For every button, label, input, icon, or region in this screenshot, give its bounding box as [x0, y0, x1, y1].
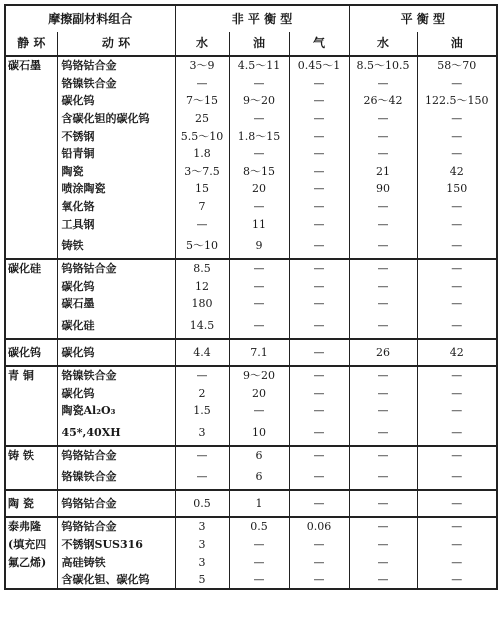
gas-cell: — [289, 384, 349, 402]
gas-cell: — [289, 339, 349, 366]
water-cell: 2 [175, 384, 229, 402]
gas-cell: — [289, 553, 349, 571]
gas-cell: — [289, 536, 349, 554]
dynamic-ring-cell: 陶瓷Al₂O₃ [57, 402, 175, 420]
oil-balanced-cell: — [417, 233, 497, 259]
table-row [5, 295, 497, 313]
static-ring-cell [5, 163, 57, 181]
static-ring-cell: 青 铜 [5, 366, 57, 385]
dynamic-ring-cell: 铸铁 [57, 233, 175, 259]
gas-cell: — [289, 92, 349, 110]
static-ring-cell [5, 215, 57, 233]
dynamic-ring-cell: 钨铬钴合金 [57, 490, 175, 517]
water-balanced-cell: 8.5～10.5 [349, 56, 417, 75]
water-cell: 1.8 [175, 145, 229, 163]
water-cell: — [175, 366, 229, 385]
water-balanced-cell: 90 [349, 180, 417, 198]
dynamic-ring-cell: 钨铬钴合金 [57, 259, 175, 278]
oil-balanced-cell: — [417, 553, 497, 571]
water-cell: 12 [175, 278, 229, 296]
dynamic-ring-cell: 铬镍铁合金 [57, 366, 175, 385]
static-ring-cell [5, 278, 57, 296]
water-balanced-cell: — [349, 215, 417, 233]
oil-cell: — [229, 313, 289, 339]
gas-cell: — [289, 233, 349, 259]
dynamic-ring-cell: 碳化钨 [57, 92, 175, 110]
gas-cell: — [289, 366, 349, 385]
oil-balanced-cell: 150 [417, 180, 497, 198]
oil-balanced-cell: — [417, 446, 497, 465]
water-cell: 0.5 [175, 490, 229, 517]
dynamic-ring-cell: 碳化钨 [57, 278, 175, 296]
water-balanced-cell: — [349, 490, 417, 517]
table-row [5, 56, 497, 75]
gas-cell: — [289, 571, 349, 590]
water-cell: 8.5 [175, 259, 229, 278]
water-balanced-cell: — [349, 145, 417, 163]
dynamic-ring-cell: 含碳化钽的碳化钨 [57, 110, 175, 128]
dynamic-ring-cell: 喷涂陶瓷 [57, 180, 175, 198]
water-cell: 3 [175, 420, 229, 446]
friction-pair-table [4, 4, 498, 590]
water-cell: 14.5 [175, 313, 229, 339]
oil-cell: — [229, 295, 289, 313]
header-row-top [5, 5, 497, 32]
table-row [5, 366, 497, 385]
oil-balanced-cell: — [417, 75, 497, 93]
gas-cell: — [289, 163, 349, 181]
water-cell: 5.5～10 [175, 127, 229, 145]
oil-balanced-cell: — [417, 420, 497, 446]
table-row [5, 490, 497, 517]
static-ring-cell: 氟乙烯) [8, 555, 47, 569]
oil-cell: — [229, 198, 289, 216]
table-row [5, 402, 497, 420]
dynamic-ring-cell: 碳石墨 [57, 295, 175, 313]
oil-cell: 9～20 [229, 366, 289, 385]
static-ring-cell [5, 402, 57, 420]
water-balanced-cell: — [349, 198, 417, 216]
water-balanced-cell: 26～42 [349, 92, 417, 110]
table-row [5, 75, 497, 93]
oil-cell: 20 [229, 384, 289, 402]
dynamic-ring-cell: 钨铬钴合金 [57, 56, 175, 75]
static-ring-cell: 碳化钨 [5, 339, 57, 366]
water-balanced-cell: — [349, 553, 417, 571]
header-oil-balanced: 油 [417, 32, 497, 56]
table-row [5, 215, 497, 233]
oil-balanced-cell: 42 [417, 163, 497, 181]
table-row [5, 339, 497, 366]
water-cell: 3～7.5 [175, 163, 229, 181]
static-ring-cell [5, 571, 57, 590]
water-cell: 3 [175, 517, 229, 536]
static-ring-cell [5, 92, 57, 110]
static-ring-cell [5, 198, 57, 216]
water-cell: 7 [175, 198, 229, 216]
oil-cell: — [229, 536, 289, 554]
water-cell: 180 [175, 295, 229, 313]
oil-balanced-cell: — [417, 295, 497, 313]
water-cell: 3～9 [175, 56, 229, 75]
gas-cell: — [289, 110, 349, 128]
gas-cell: — [289, 490, 349, 517]
static-ring-cell [5, 75, 57, 93]
oil-balanced-cell: — [417, 215, 497, 233]
static-ring-cell [5, 110, 57, 128]
oil-cell: 1.8～15 [229, 127, 289, 145]
static-ring-cell [5, 127, 57, 145]
gas-cell: 0.45～1 [289, 56, 349, 75]
static-ring-cell: 碳石墨 [8, 59, 41, 73]
dynamic-ring-cell: 铬镍铁合金 [57, 464, 175, 490]
oil-balanced-cell: 122.5～150 [417, 92, 497, 110]
header-row-sub [5, 32, 497, 56]
gas-cell: — [289, 198, 349, 216]
table-row [5, 145, 497, 163]
oil-cell: 0.5 [229, 517, 289, 536]
water-balanced-cell: — [349, 384, 417, 402]
oil-cell: 20 [229, 180, 289, 198]
water-balanced-cell: — [349, 313, 417, 339]
oil-cell: 9～20 [229, 92, 289, 110]
static-ring-cell [5, 464, 57, 490]
oil-balanced-cell: — [417, 536, 497, 554]
dynamic-ring-cell: 钨铬钴合金 [57, 446, 175, 465]
oil-balanced-cell: — [417, 278, 497, 296]
oil-cell: 9 [229, 233, 289, 259]
oil-balanced-cell: — [417, 490, 497, 517]
table-row [5, 384, 497, 402]
water-cell: 3 [175, 536, 229, 554]
header-water: 水 [175, 32, 229, 56]
water-balanced-cell: — [349, 110, 417, 128]
oil-balanced-cell: — [417, 366, 497, 385]
water-cell: 4.4 [175, 339, 229, 366]
table-row [5, 517, 497, 536]
water-balanced-cell: — [349, 295, 417, 313]
oil-balanced-cell: 58～70 [417, 56, 497, 75]
water-balanced-cell: — [349, 233, 417, 259]
header-dynamic-ring: 动 环 [57, 32, 175, 56]
table-row [5, 233, 497, 259]
water-cell: — [175, 75, 229, 93]
static-ring-cell [5, 145, 57, 163]
oil-cell: — [229, 145, 289, 163]
water-balanced-cell: — [349, 420, 417, 446]
gas-cell: — [289, 75, 349, 93]
water-balanced-cell: — [349, 259, 417, 278]
static-ring-cell [5, 233, 57, 259]
gas-cell: — [289, 402, 349, 420]
oil-balanced-cell: — [417, 464, 497, 490]
table-row [5, 163, 497, 181]
water-balanced-cell: 21 [349, 163, 417, 181]
dynamic-ring-cell: 不锈钢 [57, 127, 175, 145]
header-water-balanced: 水 [349, 32, 417, 56]
table-row [5, 420, 497, 446]
oil-cell: 4.5～11 [229, 56, 289, 75]
table-body [5, 56, 497, 589]
oil-balanced-cell: — [417, 517, 497, 536]
water-balanced-cell: — [349, 75, 417, 93]
water-cell: 7～15 [175, 92, 229, 110]
gas-cell: — [289, 278, 349, 296]
gas-cell: — [289, 127, 349, 145]
oil-balanced-cell: — [417, 127, 497, 145]
oil-balanced-cell: — [417, 402, 497, 420]
gas-cell: — [289, 313, 349, 339]
oil-balanced-cell: — [417, 145, 497, 163]
gas-cell: — [289, 145, 349, 163]
water-cell: — [175, 215, 229, 233]
oil-balanced-cell: 42 [417, 339, 497, 366]
oil-cell: — [229, 278, 289, 296]
table-row [5, 278, 497, 296]
table-row [5, 446, 497, 465]
static-ring-cell: 泰弗隆 [5, 517, 57, 536]
table-row [5, 110, 497, 128]
table-row [5, 536, 497, 554]
oil-balanced-cell: — [417, 198, 497, 216]
water-balanced-cell: 26 [349, 339, 417, 366]
water-cell: 5 [175, 571, 229, 590]
oil-balanced-cell: — [417, 259, 497, 278]
gas-cell: — [289, 464, 349, 490]
header-static-ring: 静 环 [5, 32, 57, 56]
water-balanced-cell: — [349, 517, 417, 536]
dynamic-ring-cell: 钨铬钴合金 [57, 517, 175, 536]
oil-cell: 7.1 [229, 339, 289, 366]
gas-cell: — [289, 420, 349, 446]
dynamic-ring-cell: 碳化硅 [57, 313, 175, 339]
dynamic-ring-cell: 含碳化钽、碳化钨 [57, 571, 175, 590]
gas-cell: — [289, 446, 349, 465]
oil-cell: 6 [229, 446, 289, 465]
oil-cell: 8～15 [229, 163, 289, 181]
oil-cell: — [229, 259, 289, 278]
oil-cell: 6 [229, 464, 289, 490]
static-ring-cell [5, 420, 57, 446]
static-ring-cell: 陶 瓷 [5, 490, 57, 517]
header-balanced: 平 衡 型 [349, 5, 497, 32]
water-balanced-cell: — [349, 278, 417, 296]
oil-balanced-cell: — [417, 110, 497, 128]
gas-cell: — [289, 180, 349, 198]
header-gas: 气 [289, 32, 349, 56]
gas-cell: 0.06 [289, 517, 349, 536]
oil-balanced-cell: — [417, 571, 497, 590]
oil-cell: — [229, 402, 289, 420]
dynamic-ring-cell: 铬镍铁合金 [57, 75, 175, 93]
gas-cell: — [289, 295, 349, 313]
oil-cell: — [229, 75, 289, 93]
water-balanced-cell: — [349, 536, 417, 554]
oil-cell: — [229, 553, 289, 571]
table-row [5, 464, 497, 490]
dynamic-ring-cell: 45*,40XH [57, 420, 175, 446]
table-row [5, 127, 497, 145]
water-cell: — [175, 464, 229, 490]
oil-cell: — [229, 110, 289, 128]
water-cell: 1.5 [175, 402, 229, 420]
table-row [5, 92, 497, 110]
static-ring-cell: (填充四 [8, 537, 47, 551]
table-row [5, 571, 497, 590]
table-row [5, 313, 497, 339]
table-row [5, 198, 497, 216]
static-ring-cell [5, 384, 57, 402]
dynamic-ring-cell: 陶瓷 [57, 163, 175, 181]
table-row [5, 259, 497, 278]
static-ring-cell [5, 295, 57, 313]
static-ring-cell: 铸 铁 [5, 446, 57, 465]
water-balanced-cell: — [349, 571, 417, 590]
dynamic-ring-cell: 不锈钢SUS316 [57, 536, 175, 554]
dynamic-ring-cell: 氧化铬 [57, 198, 175, 216]
gas-cell: — [289, 259, 349, 278]
water-balanced-cell: — [349, 366, 417, 385]
water-balanced-cell: — [349, 464, 417, 490]
water-cell: 5～10 [175, 233, 229, 259]
oil-cell: 1 [229, 490, 289, 517]
water-balanced-cell: — [349, 402, 417, 420]
water-cell: 3 [175, 553, 229, 571]
water-cell: — [175, 446, 229, 465]
water-balanced-cell: — [349, 446, 417, 465]
header-oil: 油 [229, 32, 289, 56]
gas-cell: — [289, 215, 349, 233]
oil-cell: — [229, 571, 289, 590]
water-balanced-cell: — [349, 127, 417, 145]
dynamic-ring-cell: 碳化钨 [57, 384, 175, 402]
dynamic-ring-cell: 高硅铸铁 [57, 553, 175, 571]
dynamic-ring-cell: 铅青铜 [57, 145, 175, 163]
oil-cell: 11 [229, 215, 289, 233]
header-friction-pair: 摩擦副材料组合 [48, 11, 133, 26]
water-cell: 15 [175, 180, 229, 198]
static-ring-cell [5, 180, 57, 198]
table-row [5, 553, 497, 571]
water-cell: 25 [175, 110, 229, 128]
header-unbalanced: 非 平 衡 型 [175, 5, 349, 32]
oil-balanced-cell: — [417, 384, 497, 402]
oil-balanced-cell: — [417, 313, 497, 339]
static-ring-cell: 碳化硅 [5, 259, 57, 278]
static-ring-cell [5, 313, 57, 339]
dynamic-ring-cell: 碳化钨 [57, 339, 175, 366]
oil-cell: 10 [229, 420, 289, 446]
dynamic-ring-cell: 工具钢 [57, 215, 175, 233]
table-row [5, 180, 497, 198]
